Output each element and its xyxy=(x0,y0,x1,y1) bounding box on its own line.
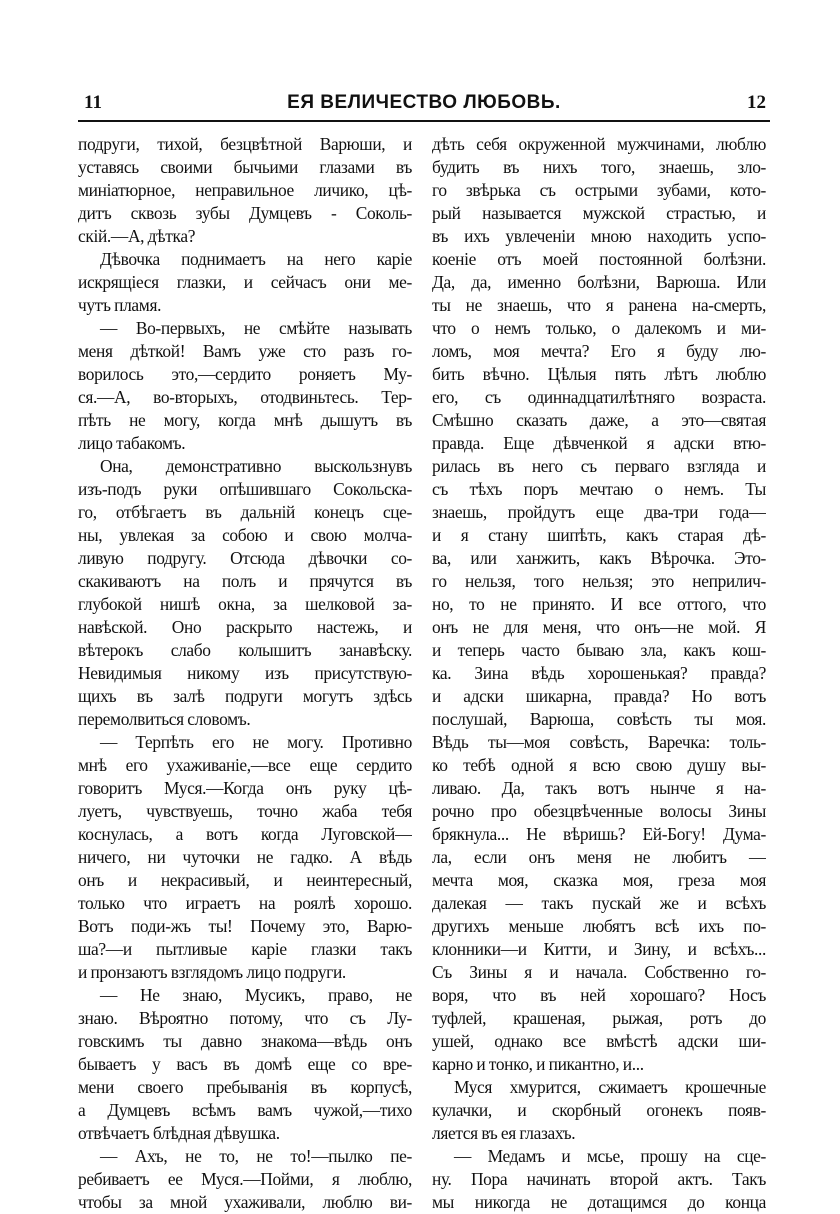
text-line: изъ-подъ руки опѣшившаго Сокольска- xyxy=(78,479,412,499)
text-line: бываетъ у васъ въ домѣ еще со вре- xyxy=(78,1054,412,1074)
book-page xyxy=(78,86,770,1212)
text-line: ны, увлекая за собою и свою молча- xyxy=(78,525,412,545)
text-line: ничего, ни чуточки не гадко. А вѣдь xyxy=(78,847,412,867)
text-line: луетъ, чувствуешь, точно жаба тебя xyxy=(78,801,412,821)
text-line: ляется въ ея глазахъ. xyxy=(432,1123,576,1143)
text-line: ва, или ханжить, какъ Вѣрочка. Это- xyxy=(432,548,766,568)
text-line: вѣтерокъ слабо колышитъ занавѣску. xyxy=(78,640,412,660)
text-line: Вѣдь ты—моя совѣсть, Варечка: толь- xyxy=(432,732,766,752)
text-line: знаю. Вѣроятно потому, что съ Лу- xyxy=(78,1008,412,1028)
text-line: Она, демонстративно выскользнувъ xyxy=(100,456,412,476)
text-line: Вотъ поди-жъ ты! Почему это, Варю- xyxy=(78,916,412,936)
text-line: Да, да, именно болѣзни, Варюша. Или xyxy=(432,272,766,292)
text-line: го, отбѣгаетъ въ дальній конецъ сце- xyxy=(78,502,412,522)
text-line: чутъ пламя. xyxy=(78,295,162,315)
text-line: — Медамъ и мсье, прошу на сце- xyxy=(454,1146,766,1166)
text-line: другихъ меньше любятъ всѣ ихъ по- xyxy=(432,916,766,936)
text-line: навѣской. Оно раскрыто настежь, и xyxy=(78,617,412,637)
text-line: перемолвиться словомъ. xyxy=(78,709,251,729)
text-line: — Во-первыхъ, не смѣйте называть xyxy=(100,318,412,338)
text-line: дѣть себя окруженной мужчинами, люблю xyxy=(432,134,766,154)
text-line: Дѣвочка поднимаетъ на него каріе xyxy=(100,249,412,269)
text-line: коснулась, а вотъ когда Луговской— xyxy=(78,824,412,844)
text-line: и я стану шипѣть, какъ старая дѣ- xyxy=(432,525,766,545)
text-line: только что играетъ на роялѣ хорошо. xyxy=(78,893,412,913)
text-line: ребиваетъ ее Муся.—Пойми, я люблю, xyxy=(78,1169,412,1189)
text-line: бить вѣчно. Цѣлыя пять лѣтъ люблю xyxy=(432,364,766,384)
text-line: меня дѣткой! Вамъ уже сто разъ го- xyxy=(78,341,412,361)
text-line: рочно про обезцвѣченные волосы Зины xyxy=(432,801,766,821)
text-line: воря, что въ ней хорошаго? Носъ xyxy=(432,985,766,1005)
running-title: ЕЯ ВЕЛИЧЕСТВО ЛЮБОВЬ. xyxy=(287,92,561,113)
page-number-right: 12 xyxy=(747,92,766,113)
text-line: правда. Еще дѣвченкой я адски втю- xyxy=(432,433,766,453)
text-line: но, то не принято. И все оттого, что xyxy=(432,594,766,614)
text-line: карно и тонко, и пикантно, и... xyxy=(432,1054,644,1074)
text-line: мнѣ его ухаживаніе,—все еще сердито xyxy=(78,755,412,775)
text-line: Невидимыя никому изъ присутствую- xyxy=(78,663,412,683)
text-line: ся.—А, во-вторыхъ, отодвиньтесь. Тер- xyxy=(78,387,412,407)
text-line: онъ не для меня, что онъ—не мой. Я xyxy=(432,617,766,637)
text-line: будить въ нихъ того, знаешь, зло- xyxy=(432,157,766,177)
text-line: ливую подругу. Отсюда дѣвочки со- xyxy=(78,548,412,568)
text-line: знаешь, пройдутъ еще два-три года— xyxy=(432,502,766,522)
right-column xyxy=(432,133,766,1214)
text-line: глубокой нишѣ окна, за шелковой за- xyxy=(78,594,412,614)
text-line: — Не знаю, Мусикъ, право, не xyxy=(100,985,412,1005)
text-line: скій.—А, дѣтка? xyxy=(78,226,196,246)
text-line: искрящіеся глазки, и сейчасъ они ме- xyxy=(78,272,412,292)
text-line: мечта моя, сказка моя, греза моя xyxy=(432,870,766,890)
text-line: ко тебѣ одной я всю свою душу вы- xyxy=(432,755,766,775)
text-line: Муся хмурится, сжимаетъ крошечные xyxy=(454,1077,766,1097)
text-line: что о немъ только, о далекомъ и ми- xyxy=(432,318,766,338)
text-line: говскимъ ты давно знакома—вѣдь онъ xyxy=(78,1031,412,1051)
text-line: ты не знаешь, что я ранена на-смерть, xyxy=(432,295,766,315)
running-head xyxy=(78,86,770,122)
text-line: рилась въ него съ перваго взгляда и xyxy=(432,456,766,476)
text-line: далекая — такъ пускай же и всѣхъ xyxy=(432,893,766,913)
text-line: Смѣшно сказать даже, а это—святая xyxy=(432,410,766,430)
text-line: ломъ, моя мечта? Его я буду лю- xyxy=(432,341,766,361)
text-line: — Терпѣть его не могу. Противно xyxy=(100,732,412,752)
text-line: го звѣрька съ острыми зубами, кото- xyxy=(432,180,766,200)
text-line: послушай, Варюша, совѣсть ты моя. xyxy=(432,709,766,729)
text-line: въ ихъ увлеченіи мною находить успо- xyxy=(432,226,766,246)
text-line: рый называется мужской страстью, и xyxy=(432,203,766,223)
text-line: го нельзя, того нельзя; это неприлич- xyxy=(432,571,766,591)
text-line: ушей, однако все вмѣстѣ адски ши- xyxy=(432,1031,766,1051)
text-line: миніатюрное, неправильное личико, цѣ- xyxy=(78,180,412,200)
text-line: мы никогда не дотащимся до конца xyxy=(432,1192,766,1212)
text-line: и адски шикарна, правда? Но вотъ xyxy=(432,686,766,706)
text-line: пѣть не могу, когда мнѣ дышутъ въ xyxy=(78,410,412,430)
text-line: Съ Зины я и начала. Собственно го- xyxy=(432,962,766,982)
text-line: ну. Пора начинать второй актъ. Такъ xyxy=(432,1169,766,1189)
text-line: щихъ въ залѣ подруги могутъ здѣсь xyxy=(78,686,412,706)
text-line: — Ахъ, не то, не то!—пылко пе- xyxy=(100,1146,412,1166)
text-line: говоритъ Муся.—Когда онъ руку цѣ- xyxy=(78,778,412,798)
text-line: съ тѣхъ поръ мечтаю о немъ. Ты xyxy=(432,479,766,499)
text-line: и теперь часто бываю зла, какъ кош- xyxy=(432,640,766,660)
page-number-left: 11 xyxy=(84,92,102,113)
text-line: онъ и некрасивый, и неинтересный, xyxy=(78,870,412,890)
text-line: а Думцевъ всѣмъ вамъ чужой,—тихо xyxy=(78,1100,412,1120)
text-line: отвѣчаетъ блѣдная дѣвушка. xyxy=(78,1123,280,1143)
text-line: коеніе отъ моей постоянной болѣзни. xyxy=(432,249,766,269)
text-line: туфлей, крашеная, рыжая, ротъ до xyxy=(432,1008,766,1028)
text-line: клонники—и Китти, и Зину, и всѣхъ... xyxy=(432,939,766,959)
text-line: дитъ сквозь зубы Думцевъ - Соколь- xyxy=(78,203,412,223)
text-line: уставясь своими бычьими глазами въ xyxy=(78,157,412,177)
text-line: лицо табакомъ. xyxy=(78,433,186,453)
text-line: и пронзаютъ взглядомъ лицо подруги. xyxy=(78,962,346,982)
left-column xyxy=(78,133,412,1214)
text-line: ка. Зина вѣдь хорошенькая? правда? xyxy=(432,663,766,683)
text-line: кулачки, и скорбный огонекъ появ- xyxy=(432,1100,766,1120)
text-line: подруги, тихой, безцвѣтной Варюши, и xyxy=(78,134,412,154)
text-line: ворилось это,—сердито роняетъ Му- xyxy=(78,364,412,384)
text-line: ла, если онъ меня не любитъ — xyxy=(432,847,766,867)
text-line: ша?—и пытливые каріе глазки такъ xyxy=(78,939,412,959)
text-line: ливаю. Да, такъ вотъ нынче я на- xyxy=(432,778,766,798)
text-line: брякнула... Не вѣришь? Ей-Богу! Дума- xyxy=(432,824,766,844)
text-line: его, съ одиннадцатилѣтняго возраста. xyxy=(432,387,766,407)
text-line: мени своего пребыванія въ корпусѣ, xyxy=(78,1077,412,1097)
text-line: чтобы за мной ухаживали, люблю ви- xyxy=(78,1192,412,1212)
text-line: скакиваютъ на полъ и прячутся въ xyxy=(78,571,412,591)
